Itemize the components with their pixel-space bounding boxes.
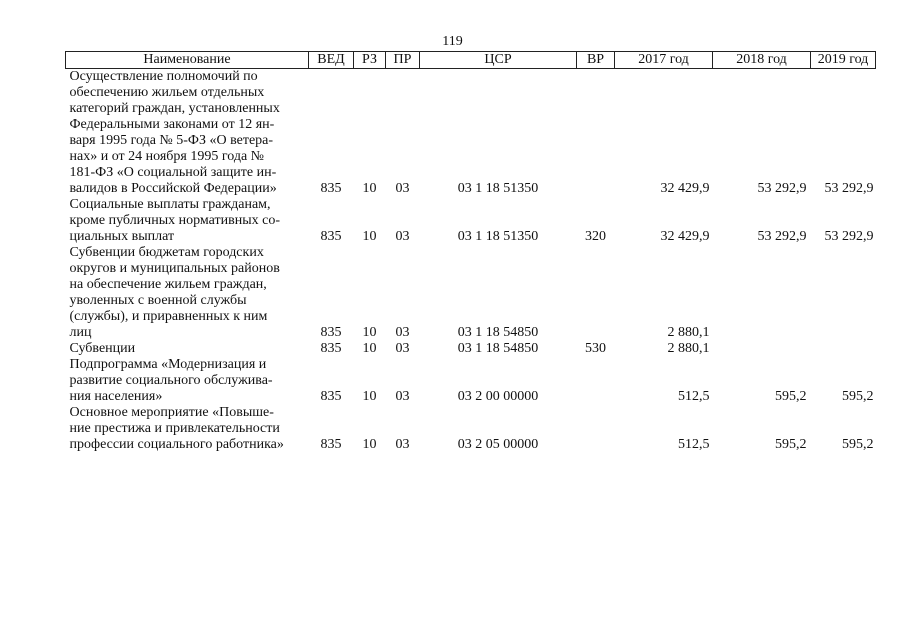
row-vr — [577, 69, 615, 198]
row-name: Подпрограмма «Модернизация и развитие социального обслужива- ния населения» — [69, 357, 273, 404]
row-pr: 03 — [395, 229, 410, 244]
row-pr: 03 — [395, 389, 410, 404]
row-2018: 595,2 — [775, 389, 807, 404]
row-vr — [577, 357, 615, 405]
row-ved: 835 — [320, 229, 342, 244]
row-ved: 835 — [320, 325, 342, 340]
row-2018 — [713, 245, 811, 341]
row-vr — [577, 405, 615, 453]
table-row — [66, 245, 876, 341]
table-row — [66, 197, 876, 245]
row-2018: 53 292,9 — [757, 229, 807, 244]
row-2017: 512,5 — [678, 437, 710, 452]
table-row — [66, 69, 876, 198]
row-name: Социальные выплаты гражданам, кроме публичных нормативных со- циальных выплат — [69, 197, 280, 244]
row-csr: 03 1 18 51350 — [457, 229, 539, 244]
row-vr — [577, 245, 615, 341]
page-number: 119 — [442, 34, 463, 49]
header-2018: 2018 год — [713, 52, 811, 69]
budget-table — [65, 51, 876, 453]
row-2019 — [811, 341, 876, 357]
row-2017: 2 880,1 — [667, 341, 710, 356]
row-ved: 835 — [320, 181, 342, 196]
row-rz: 10 — [362, 229, 377, 244]
row-name: Основное мероприятие «Повыше- ние престижа и привлекательности профессии социального работника» — [69, 405, 284, 452]
header-ved: ВЕД — [309, 52, 354, 69]
row-pr: 03 — [395, 437, 410, 452]
row-name: Осуществление полномочий по обеспечению жильем отдельных категорий граждан, установленных Федеральными законами от 12 ян- варя 1995 года № 5-ФЗ «О ветера- нах» и от 24 ноября 1995 года № 181-ФЗ «О социальной защите ин- валидов в Российской Федерации» — [69, 69, 280, 196]
row-rz: 10 — [362, 181, 377, 196]
header-csr: ЦСР — [420, 52, 577, 69]
row-rz: 10 — [362, 437, 377, 452]
row-name: Субвенции — [69, 341, 136, 356]
row-rz: 10 — [362, 341, 377, 356]
header-2017: 2017 год — [615, 52, 713, 69]
table-header — [66, 52, 876, 69]
row-ved: 835 — [320, 389, 342, 404]
row-rz: 10 — [362, 325, 377, 340]
row-2019: 595,2 — [842, 389, 874, 404]
row-2018: 53 292,9 — [757, 181, 807, 196]
header-name: Наименование — [66, 52, 309, 69]
row-csr: 03 1 18 54850 — [457, 341, 539, 356]
row-csr: 03 1 18 54850 — [457, 325, 539, 340]
row-2017: 32 429,9 — [660, 229, 710, 244]
row-2019 — [811, 245, 876, 341]
row-ved: 835 — [320, 341, 342, 356]
row-2019: 53 292,9 — [824, 229, 874, 244]
header-rz: РЗ — [354, 52, 386, 69]
row-csr: 03 2 00 00000 — [457, 389, 539, 404]
row-vr: 320 — [585, 229, 606, 244]
table-row — [66, 341, 876, 357]
header-pr: ПР — [386, 52, 420, 69]
table-row — [66, 405, 876, 453]
row-pr: 03 — [395, 325, 410, 340]
row-2019: 595,2 — [842, 437, 874, 452]
row-pr: 03 — [395, 181, 410, 196]
table-row — [66, 357, 876, 405]
header-vr: ВР — [577, 52, 615, 69]
row-ved: 835 — [320, 437, 342, 452]
row-rz: 10 — [362, 389, 377, 404]
row-pr: 03 — [395, 341, 410, 356]
row-2017: 32 429,9 — [660, 181, 710, 196]
header-2019: 2019 год — [811, 52, 876, 69]
row-name: Субвенции бюджетам городских округов и муниципальных районов на обеспечение жильем граждан, уволенных с военной службы (службы), и приравненных к ним лиц — [69, 245, 280, 340]
row-2017: 2 880,1 — [667, 325, 710, 340]
row-csr: 03 2 05 00000 — [457, 437, 539, 452]
row-vr: 530 — [585, 341, 606, 356]
row-2018: 595,2 — [775, 437, 807, 452]
row-2017: 512,5 — [678, 389, 710, 404]
table-body — [66, 69, 876, 454]
row-csr: 03 1 18 51350 — [457, 181, 539, 196]
row-2018 — [713, 341, 811, 357]
row-2019: 53 292,9 — [824, 181, 874, 196]
